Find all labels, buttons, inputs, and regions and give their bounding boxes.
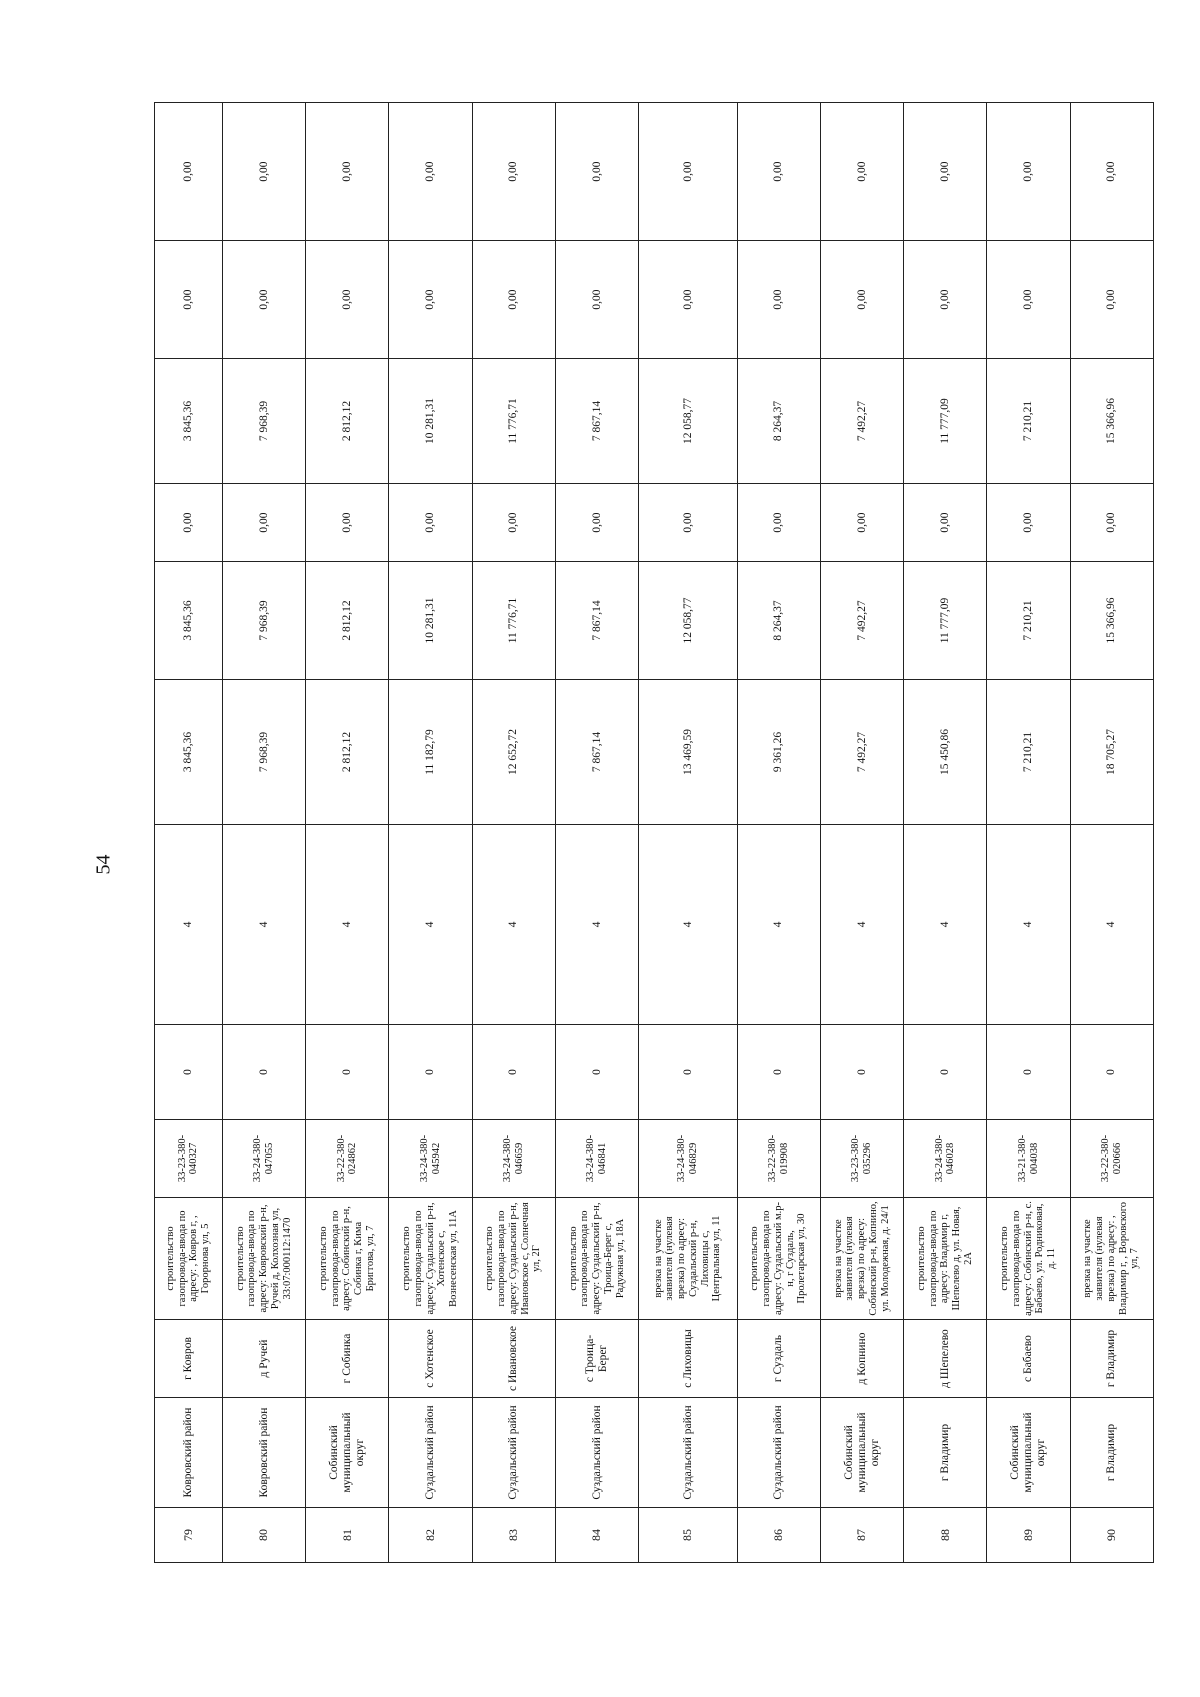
cell-num: 82: [389, 1508, 472, 1563]
cell-district: Ковровский район: [222, 1398, 305, 1508]
cell-v3: 0,00: [306, 484, 389, 562]
cell-description: строительство газопровода-ввода по адресу: Собинский р-н, Собинка г, Кима Бриггова, ул, 7: [306, 1198, 389, 1320]
cell-zero: 0: [904, 1025, 987, 1120]
cell-v4: 11 777,09: [904, 359, 987, 484]
cell-v4: 7 968,39: [222, 359, 305, 484]
cell-locality: г Владимир: [1070, 1320, 1153, 1398]
cell-v2: 7 867,14: [555, 562, 638, 680]
cell-v2: 15 366,96: [1070, 562, 1153, 680]
cell-v1: 11 182,79: [389, 680, 472, 825]
cell-v1: 15 450,86: [904, 680, 987, 825]
cell-v3: 0,00: [987, 484, 1070, 562]
cell-v2: 7 968,39: [222, 562, 305, 680]
cell-v5: 0,00: [472, 241, 555, 359]
cell-num: 84: [555, 1508, 638, 1563]
cell-v6: 0,00: [639, 103, 738, 241]
cell-v5: 0,00: [987, 241, 1070, 359]
table-row: [472, 103, 555, 1563]
cell-district: г Владимир: [904, 1398, 987, 1508]
cell-locality: г Собинка: [306, 1320, 389, 1398]
cell-v2: 11 777,09: [904, 562, 987, 680]
cell-district: Суздальский район: [639, 1398, 738, 1508]
cell-category: 4: [389, 825, 472, 1025]
cell-category: 4: [222, 825, 305, 1025]
cell-cadastre: 33-22-380-020666: [1070, 1120, 1153, 1198]
cell-v2: 11 776,71: [472, 562, 555, 680]
cell-num: 90: [1070, 1508, 1153, 1563]
cell-locality: с Хотенское: [389, 1320, 472, 1398]
cell-v1: 7 968,39: [222, 680, 305, 825]
cell-v2: 12 058,77: [639, 562, 738, 680]
cell-locality: г Суздаль: [737, 1320, 820, 1398]
cell-cadastre: 33-24-380-046659: [472, 1120, 555, 1198]
cell-v6: 0,00: [389, 103, 472, 241]
cell-locality: с Ивановское: [472, 1320, 555, 1398]
cell-v5: 0,00: [222, 241, 305, 359]
cell-v2: 3 845,36: [155, 562, 223, 680]
cell-locality: д Копнино: [820, 1320, 903, 1398]
cell-zero: 0: [555, 1025, 638, 1120]
cell-locality: с Троица-Берег: [555, 1320, 638, 1398]
cell-v5: 0,00: [820, 241, 903, 359]
cell-v5: 0,00: [155, 241, 223, 359]
cell-v4: 10 281,31: [389, 359, 472, 484]
table-row: [904, 103, 987, 1563]
cell-locality: д Шепелево: [904, 1320, 987, 1398]
cell-v6: 0,00: [1070, 103, 1153, 241]
cell-zero: 0: [639, 1025, 738, 1120]
cell-district: Собинский муниципальный округ: [987, 1398, 1070, 1508]
cell-description: строительство газопровода-ввода по адресу: Суздальский м.р-н, г Суздаль, Пролетарская ул, 30: [737, 1198, 820, 1320]
table-row: [1070, 103, 1153, 1563]
table-row: [737, 103, 820, 1563]
cell-cadastre: 33-21-380-004038: [987, 1120, 1070, 1198]
cell-locality: г Ковров: [155, 1320, 223, 1398]
cell-locality: с Бабаево: [987, 1320, 1070, 1398]
cell-v4: 12 058,77: [639, 359, 738, 484]
cell-category: 4: [306, 825, 389, 1025]
cell-num: 86: [737, 1508, 820, 1563]
cell-description: строительство газопровода-ввода по адресу: Суздальский р-н, Троица-Берег с, Радужная ул, 18А: [555, 1198, 638, 1320]
cell-category: 4: [639, 825, 738, 1025]
cell-description: врезка на участке заявителя (нулевая врезка) по адресу: , Владимир г, , Воровского ул, 7: [1070, 1198, 1153, 1320]
cell-v4: 7 867,14: [555, 359, 638, 484]
table-row: [222, 103, 305, 1563]
cell-zero: 0: [737, 1025, 820, 1120]
table-body: [155, 103, 1154, 1563]
cell-cadastre: 33-24-380-047055: [222, 1120, 305, 1198]
cell-cadastre: 33-23-380-040327: [155, 1120, 223, 1198]
cell-v1: 9 361,26: [737, 680, 820, 825]
cell-category: 4: [737, 825, 820, 1025]
cell-category: 4: [155, 825, 223, 1025]
cell-v2: 7 492,27: [820, 562, 903, 680]
gas-connection-register-table: [154, 102, 1154, 1563]
cell-district: Суздальский район: [737, 1398, 820, 1508]
cell-description: строительство газопровода-ввода по адресу: Суздальский р-н, Ивановское с, Солнечная ул, 2Г: [472, 1198, 555, 1320]
cell-v3: 0,00: [904, 484, 987, 562]
cell-v6: 0,00: [472, 103, 555, 241]
cell-num: 87: [820, 1508, 903, 1563]
cell-num: 81: [306, 1508, 389, 1563]
cell-v4: 11 776,71: [472, 359, 555, 484]
cell-cadastre: 33-24-380-046028: [904, 1120, 987, 1198]
cell-description: врезка на участке заявителя (нулевая врезка) по адресу: Собинский р-н, Копнино, ул. Молодежная, д. 24/1: [820, 1198, 903, 1320]
cell-num: 85: [639, 1508, 738, 1563]
cell-district: Суздальский район: [389, 1398, 472, 1508]
table-row: [155, 103, 223, 1563]
table-row: [306, 103, 389, 1563]
cell-v3: 0,00: [639, 484, 738, 562]
cell-description: строительство газопровода-ввода по адресу: Владимир г, Шепелево д, ул. Новая, 2А: [904, 1198, 987, 1320]
cell-v1: 7 867,14: [555, 680, 638, 825]
rotated-table-container: [154, 103, 1154, 1563]
cell-v4: 2 812,12: [306, 359, 389, 484]
cell-category: 4: [820, 825, 903, 1025]
cell-category: 4: [987, 825, 1070, 1025]
cell-v2: 2 812,12: [306, 562, 389, 680]
cell-v3: 0,00: [555, 484, 638, 562]
cell-v3: 0,00: [389, 484, 472, 562]
cell-v2: 10 281,31: [389, 562, 472, 680]
table-row: [639, 103, 738, 1563]
cell-v3: 0,00: [472, 484, 555, 562]
cell-category: 4: [1070, 825, 1153, 1025]
cell-v6: 0,00: [555, 103, 638, 241]
cell-cadastre: 33-23-380-035296: [820, 1120, 903, 1198]
cell-v6: 0,00: [306, 103, 389, 241]
cell-v6: 0,00: [222, 103, 305, 241]
cell-v1: 3 845,36: [155, 680, 223, 825]
cell-v3: 0,00: [222, 484, 305, 562]
cell-zero: 0: [155, 1025, 223, 1120]
cell-district: г Владимир: [1070, 1398, 1153, 1508]
cell-v1: 18 705,27: [1070, 680, 1153, 825]
table-row: [820, 103, 903, 1563]
page-number: 54: [92, 854, 115, 875]
cell-num: 89: [987, 1508, 1070, 1563]
cell-zero: 0: [820, 1025, 903, 1120]
cell-v5: 0,00: [389, 241, 472, 359]
cell-v5: 0,00: [737, 241, 820, 359]
cell-zero: 0: [1070, 1025, 1153, 1120]
cell-v1: 7 492,27: [820, 680, 903, 825]
cell-district: Собинский муниципальный округ: [306, 1398, 389, 1508]
cell-v4: 15 366,96: [1070, 359, 1153, 484]
cell-v2: 8 264,37: [737, 562, 820, 680]
cell-zero: 0: [306, 1025, 389, 1120]
cell-v4: 7 492,27: [820, 359, 903, 484]
cell-v1: 12 652,72: [472, 680, 555, 825]
cell-v6: 0,00: [737, 103, 820, 241]
cell-locality: д Ручей: [222, 1320, 305, 1398]
cell-v3: 0,00: [1070, 484, 1153, 562]
cell-v5: 0,00: [306, 241, 389, 359]
cell-district: Ковровский район: [155, 1398, 223, 1508]
cell-description: врезка на участке заявителя (нулевая врезка) по адресу: Суздальский р-н, Лиховицы с, Центральная ул, 11: [639, 1198, 738, 1320]
cell-zero: 0: [222, 1025, 305, 1120]
cell-v6: 0,00: [904, 103, 987, 241]
cell-description: строительство газопровода-ввода по адресу: Ковровский р-н, Ручей д, Колхозная ул, 33:07:000112:1470: [222, 1198, 305, 1320]
cell-num: 88: [904, 1508, 987, 1563]
cell-v1: 7 210,21: [987, 680, 1070, 825]
cell-description: строительство газопровода-ввода по адресу: Суздальский р-н, Хотенское с, Вознесенская ул, 11А: [389, 1198, 472, 1320]
cell-category: 4: [904, 825, 987, 1025]
cell-category: 4: [472, 825, 555, 1025]
table-row: [389, 103, 472, 1563]
cell-cadastre: 33-24-380-046841: [555, 1120, 638, 1198]
cell-zero: 0: [987, 1025, 1070, 1120]
cell-description: строительство газопровода-ввода по адресу: , Ковров г, , Горорнова ул, 5: [155, 1198, 223, 1320]
cell-v6: 0,00: [820, 103, 903, 241]
cell-v5: 0,00: [639, 241, 738, 359]
cell-v2: 7 210,21: [987, 562, 1070, 680]
cell-v3: 0,00: [155, 484, 223, 562]
cell-district: Суздальский район: [555, 1398, 638, 1508]
cell-zero: 0: [389, 1025, 472, 1120]
cell-v4: 3 845,36: [155, 359, 223, 484]
cell-cadastre: 33-24-380-045942: [389, 1120, 472, 1198]
cell-v5: 0,00: [555, 241, 638, 359]
cell-district: Собинский муниципальный округ: [820, 1398, 903, 1508]
cell-description: строительство газопровода-ввода по адресу: Собинский р-н, с. Бабаево, ул. Родниковая, д. 11: [987, 1198, 1070, 1320]
cell-v4: 7 210,21: [987, 359, 1070, 484]
cell-num: 83: [472, 1508, 555, 1563]
cell-v6: 0,00: [155, 103, 223, 241]
cell-cadastre: 33-22-380-024862: [306, 1120, 389, 1198]
cell-v1: 2 812,12: [306, 680, 389, 825]
cell-v5: 0,00: [904, 241, 987, 359]
cell-cadastre: 33-22-380-019908: [737, 1120, 820, 1198]
cell-num: 80: [222, 1508, 305, 1563]
cell-v3: 0,00: [820, 484, 903, 562]
table-row: [987, 103, 1070, 1563]
cell-v3: 0,00: [737, 484, 820, 562]
cell-v1: 13 469,59: [639, 680, 738, 825]
cell-v6: 0,00: [987, 103, 1070, 241]
cell-zero: 0: [472, 1025, 555, 1120]
cell-num: 79: [155, 1508, 223, 1563]
cell-category: 4: [555, 825, 638, 1025]
cell-v5: 0,00: [1070, 241, 1153, 359]
table-row: [555, 103, 638, 1563]
cell-v4: 8 264,37: [737, 359, 820, 484]
cell-cadastre: 33-24-380-046829: [639, 1120, 738, 1198]
cell-locality: с Лиховицы: [639, 1320, 738, 1398]
cell-district: Суздальский район: [472, 1398, 555, 1508]
